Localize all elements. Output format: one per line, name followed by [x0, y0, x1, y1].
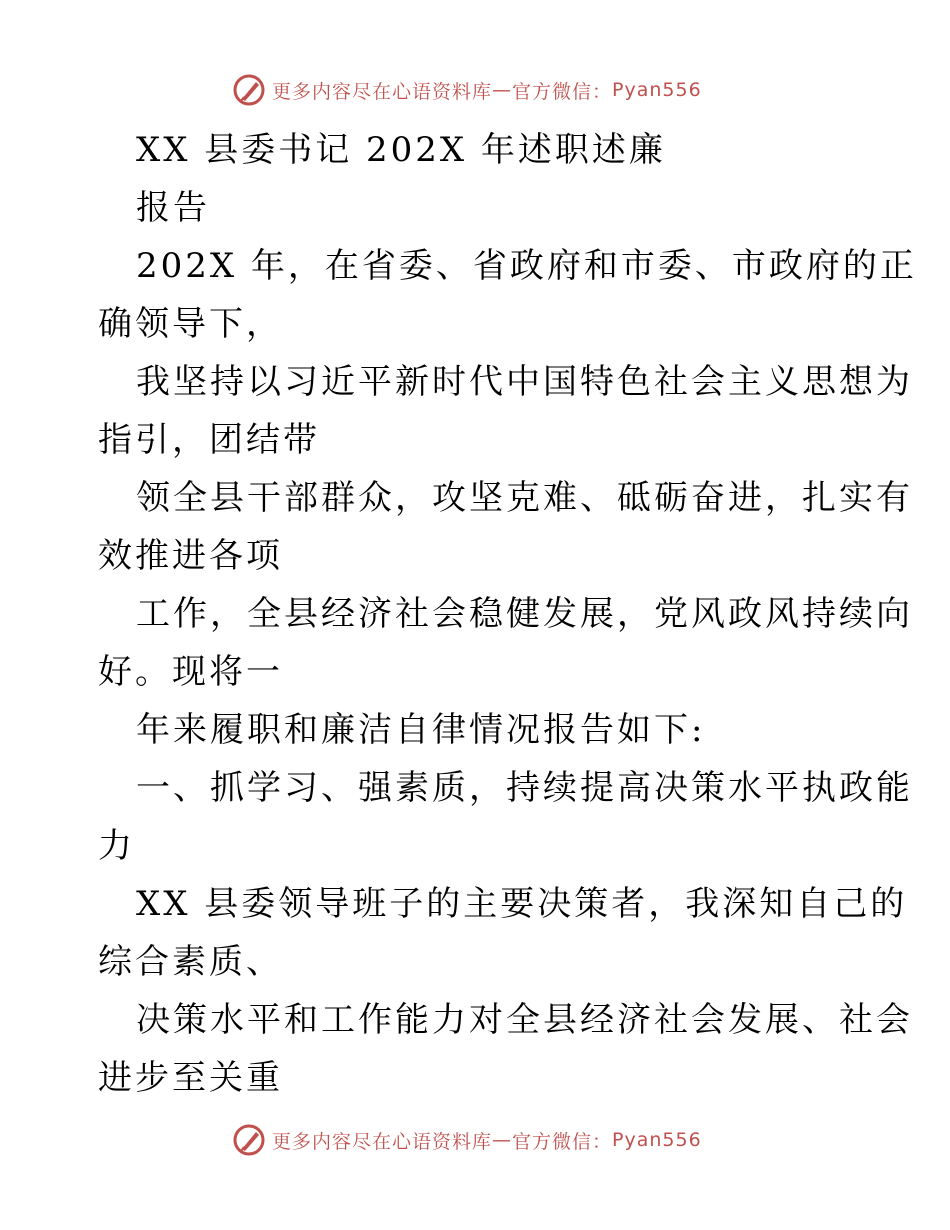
paragraph-line: 确领导下，	[98, 304, 283, 344]
wechat-label: 官方微信：	[512, 1130, 613, 1153]
paragraph-line: 我坚持以习近平新时代中国特色社会主义思想为	[136, 362, 913, 402]
quill-pen-circle-icon	[232, 1123, 266, 1157]
paragraph-line: 领全县干部群众，攻坚克难、砥砺奋进，扎实有	[136, 478, 913, 518]
wechat-id: Pyan556	[612, 79, 702, 101]
paragraph-line: 年来履职和廉洁自律情况报告如下:	[136, 710, 706, 750]
separator: —	[492, 1129, 513, 1151]
paragraph-line: 进步至关重	[98, 1058, 283, 1098]
doc-title-line-2: 报告	[136, 188, 210, 228]
header-watermark	[232, 72, 702, 108]
wechat-label: 官方微信：	[512, 80, 613, 103]
paragraph-line: 工作，全县经济社会稳健发展，党风政风持续向	[136, 594, 913, 634]
promo-text: 更多内容尽在心语资料库	[272, 80, 493, 103]
paragraph-line: 决策水平和工作能力对全县经济社会发展、社会	[136, 1000, 913, 1040]
paragraph-line: XX 县委领导班子的主要决策者，我深知自己的	[136, 884, 908, 924]
paragraph-line: 综合素质、	[98, 942, 283, 982]
footer-watermark	[232, 1122, 702, 1158]
doc-title-line-1: XX 县委书记 202X 年述职述廉	[136, 130, 666, 170]
separator: —	[492, 79, 513, 101]
document-body	[98, 121, 917, 1107]
section-heading-line: 一、抓学习、强素质，持续提高决策水平执政能	[136, 768, 913, 808]
paragraph-line: 202X 年，在省委、省政府和市委、市政府的正	[136, 246, 917, 286]
paragraph-line: 好。现将一	[98, 652, 283, 692]
paragraph-line: 指引，团结带	[98, 420, 320, 460]
paragraph-line: 效推进各项	[98, 536, 283, 576]
promo-text: 更多内容尽在心语资料库	[272, 1130, 493, 1153]
wechat-id: Pyan556	[612, 1129, 702, 1151]
quill-pen-circle-icon	[232, 73, 266, 107]
section-heading-line: 力	[98, 826, 135, 866]
